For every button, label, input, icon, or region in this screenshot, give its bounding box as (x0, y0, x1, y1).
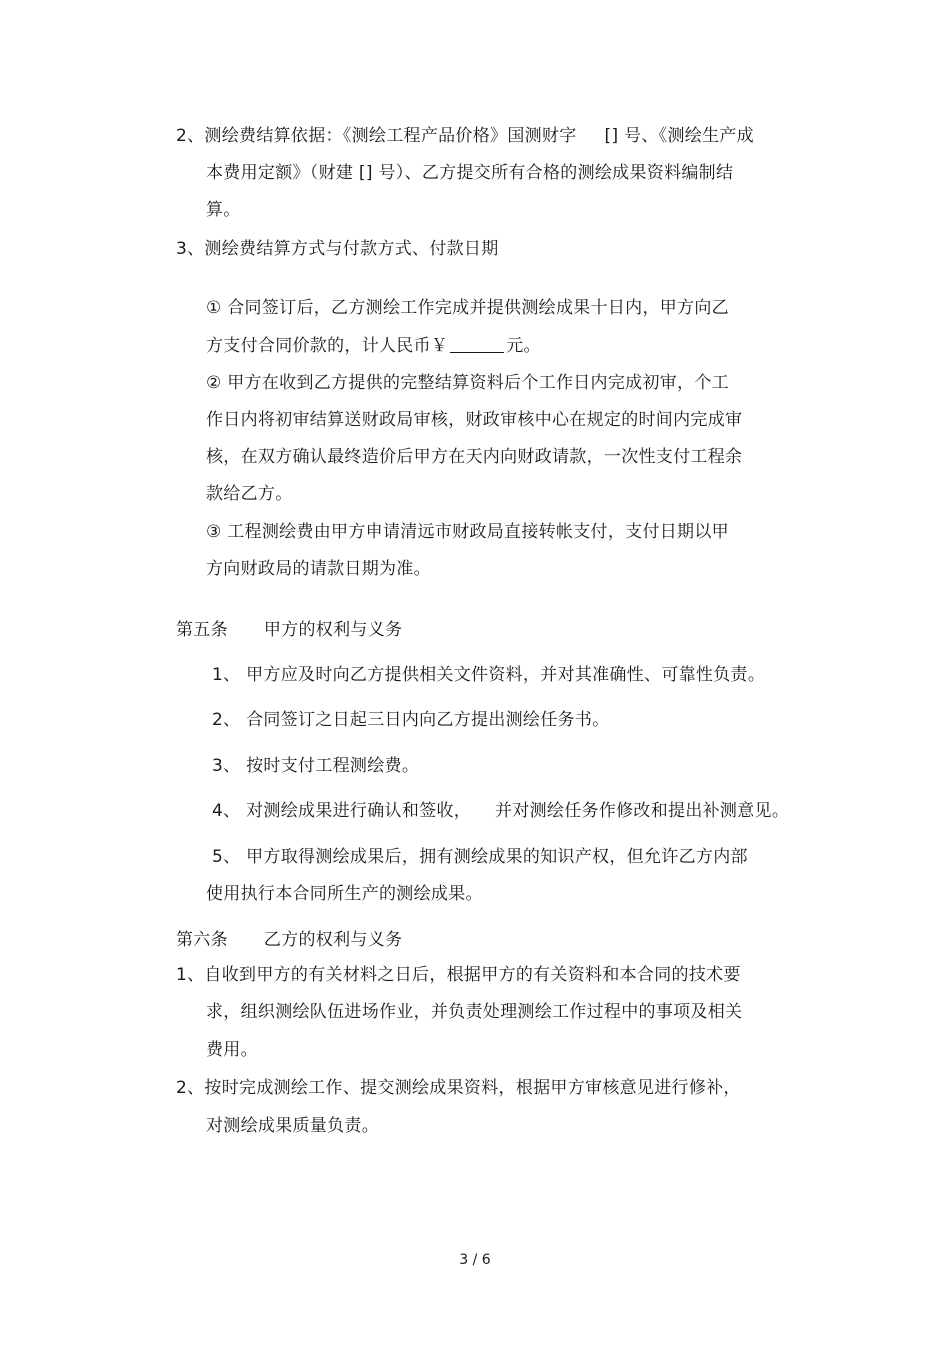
article-5-item-4-text-cont: 并对测绘任务作修改和提出补测意见。 (495, 801, 790, 821)
article-6-item-1-line-2: 求，组织测绘队伍进场作业，并负责处理测绘工作过程中的事项及相关 (206, 1002, 743, 1022)
article-6-item-2-line-2: 对测绘成果质量负责。 (206, 1116, 379, 1136)
article-6-item-1-line-3: 费用。 (206, 1040, 258, 1060)
amount-blank (450, 335, 504, 353)
article-6-item-2-line-1: 2、按时完成测绘工作、提交测绘成果资料，根据甲方审核意见进行修补， (176, 1078, 741, 1098)
article-5-item-3: 3、 按时支付工程测绘费。 (212, 756, 420, 776)
item-2-line-1: ② 甲方在收到乙方提供的完整结算资料后个工作日内完成初审，个工 (206, 373, 729, 393)
article-5-item-2: 2、 合同签订之日起三日内向乙方提出测绘任务书。 (212, 710, 610, 730)
page-number: 3 / 6 (459, 1252, 491, 1268)
article-5-number: 第五条 (176, 620, 228, 640)
item-3-line-2: 方向财政局的请款日期为准。 (206, 559, 431, 579)
article-6-title (176, 928, 402, 952)
item-3-line-1: ③ 工程测绘费由甲方申请清远市财政局直接转帐支付，支付日期以甲 (206, 522, 729, 542)
item-2-line-2: 作日内将初审结算送财政局审核，财政审核中心在规定的时间内完成审 (206, 410, 743, 430)
item-1-line-2 (206, 334, 541, 358)
item-2-line-4: 款给乙方。 (206, 484, 293, 504)
article-5-item-1: 1、 甲方应及时向乙方提供相关文件资料，并对其准确性、可靠性负责。 (212, 665, 766, 685)
article-5-item-5-line-2: 使用执行本合同所生产的测绘成果。 (206, 884, 483, 904)
clause-3-heading: 3、测绘费结算方式与付款方式、付款日期 (176, 239, 499, 259)
item-1-line-1: ① 合同签订后，乙方测绘工作完成并提供测绘成果十日内，甲方向乙 (206, 298, 729, 318)
article-5-item-5-line-1: 5、 甲方取得测绘成果后，拥有测绘成果的知识产权，但允许乙方内部 (212, 847, 748, 867)
item-2-line-3: 核，在双方确认最终造价后甲方在天内向财政请款，一次性支付工程余 (206, 447, 743, 467)
article-6-heading: 乙方的权利与义务 (263, 930, 403, 950)
article-6-number: 第六条 (176, 930, 228, 950)
article-5-heading: 甲方的权利与义务 (263, 620, 403, 640)
article-6-item-1-line-1: 1、自收到甲方的有关材料之日后，根据甲方的有关资料和本合同的技术要 (176, 965, 741, 985)
clause-2-text: 2、测绘费结算依据：《测绘工程产品价格》国测财字 (176, 126, 577, 146)
clause-2-line-3: 算。 (206, 200, 241, 220)
clause-2-text-cont: [] 号、《测绘生产成 (604, 126, 754, 146)
article-5-title (176, 618, 402, 642)
clause-2-line-2: 本费用定额》（财建 [] 号）、乙方提交所有合格的测绘成果资料编制结 (206, 163, 734, 183)
item-1-unit: 元。 (506, 336, 541, 356)
article-5-item-4 (212, 799, 789, 823)
item-1-amount-label: 方支付合同价款的，计人民币￥ (206, 336, 449, 356)
clause-2-line-1 (176, 124, 754, 148)
article-5-item-4-text: 4、 对测绘成果进行确认和签收， (212, 801, 472, 821)
